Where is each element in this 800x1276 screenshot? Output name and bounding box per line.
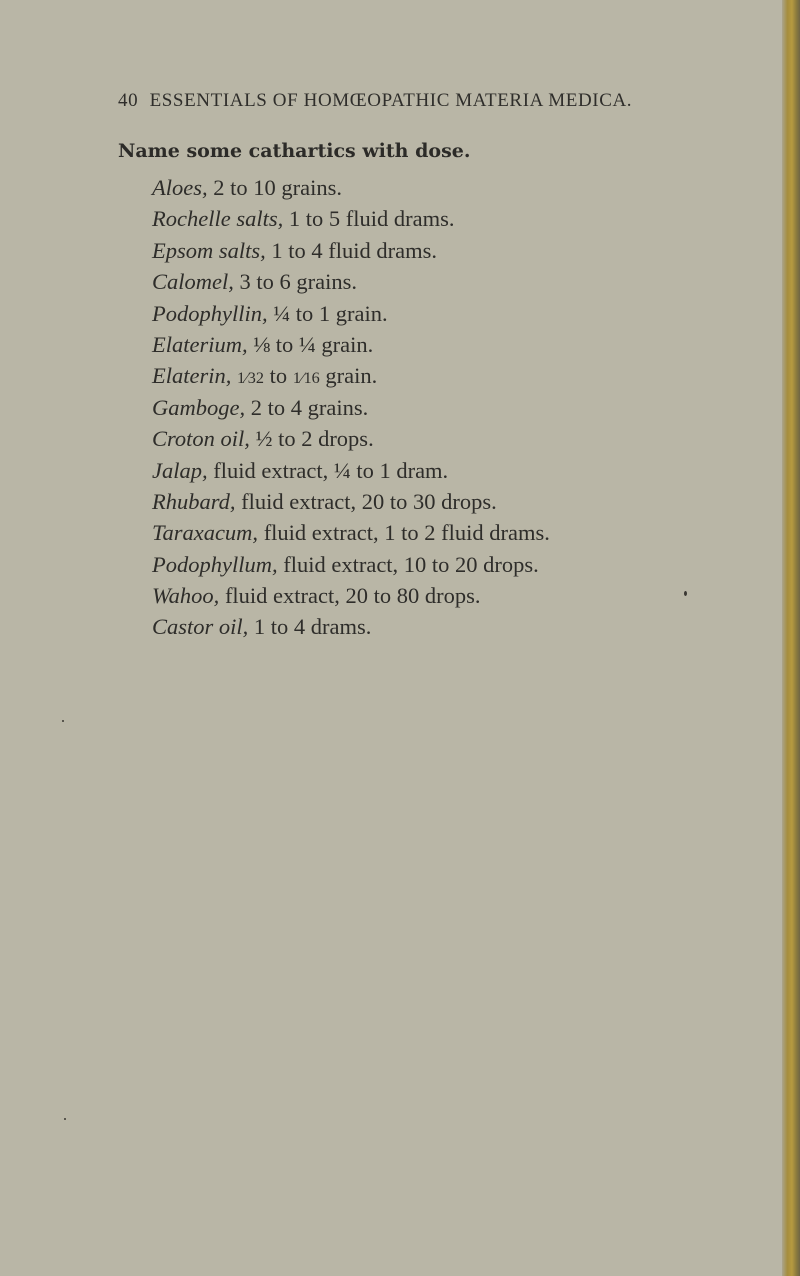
list-item [152,517,550,548]
list-item [152,360,550,391]
drug-name: Jalap, [152,457,208,483]
list-item [152,235,550,266]
running-head [118,90,798,112]
question-heading: Name some cathartics with dose. [118,140,471,162]
drug-name: Epsom salts, [152,237,266,263]
drug-name: Podophyllum, [152,551,278,577]
list-item [152,392,550,423]
drug-name: Castor oil, [152,614,249,640]
list-item [152,203,550,234]
ink-speck [64,1118,66,1120]
drug-name: Elaterium, [152,331,248,357]
drug-dose: ½ to 2 drops. [255,426,374,452]
drug-dose: fluid extract, 10 to 20 drops. [283,551,539,577]
list-item [152,329,550,360]
running-title: ESSENTIALS OF HOMŒOPATHIC MATERIA MEDICA. [149,90,633,111]
drug-name: Aloes, [152,175,208,200]
drug-name: Podophyllin, [152,300,268,326]
drug-dose: 2 to 10 grains. [213,175,342,200]
drug-dose: 1 to 5 fluid drams. [288,206,455,232]
drug-name: Calomel, [152,269,234,295]
list-item [152,172,550,203]
cathartics-list [152,172,550,643]
drug-name: Gamboge, [152,394,246,420]
drug-dose: fluid extract, 20 to 30 drops. [241,488,497,514]
drug-dose: ⅛ to ¼ grain. [253,331,374,357]
list-item [152,611,550,642]
page-number: 40 [118,90,139,111]
drug-name: Elaterin, [152,363,232,389]
drug-name: Wahoo, [152,583,220,609]
drug-name: Taraxacum, [152,520,259,546]
drug-name: Rochelle salts, [152,206,284,232]
list-item [152,423,550,454]
list-item [152,455,550,486]
list-item [152,298,550,329]
list-item [152,266,550,297]
drug-dose: 1 to 4 drams. [253,614,372,640]
page-edge [782,0,800,1276]
dose-fraction: 1⁄32 [237,368,264,387]
ink-speck [62,720,64,722]
drug-dose: grain. [319,363,378,389]
drug-dose: to [264,363,293,389]
drug-dose: fluid extract, 1 to 2 fluid drams. [263,520,550,546]
drug-dose: fluid extract, 20 to 80 drops. [224,583,481,609]
ink-speck [684,591,687,596]
dose-fraction: 1⁄16 [292,368,320,387]
drug-dose: ¼ to 1 grain. [273,300,388,326]
drug-dose: 1 to 4 fluid drams. [271,237,437,263]
drug-name: Rhubard, [152,488,236,514]
drug-name: Croton oil, [152,426,250,452]
list-item [152,580,550,611]
drug-dose: 2 to 4 grains. [250,394,369,420]
list-item [152,486,550,517]
drug-dose: 3 to 6 grains. [239,269,357,295]
list-item [152,549,550,580]
drug-dose: fluid extract, ¼ to 1 dram. [213,457,449,483]
